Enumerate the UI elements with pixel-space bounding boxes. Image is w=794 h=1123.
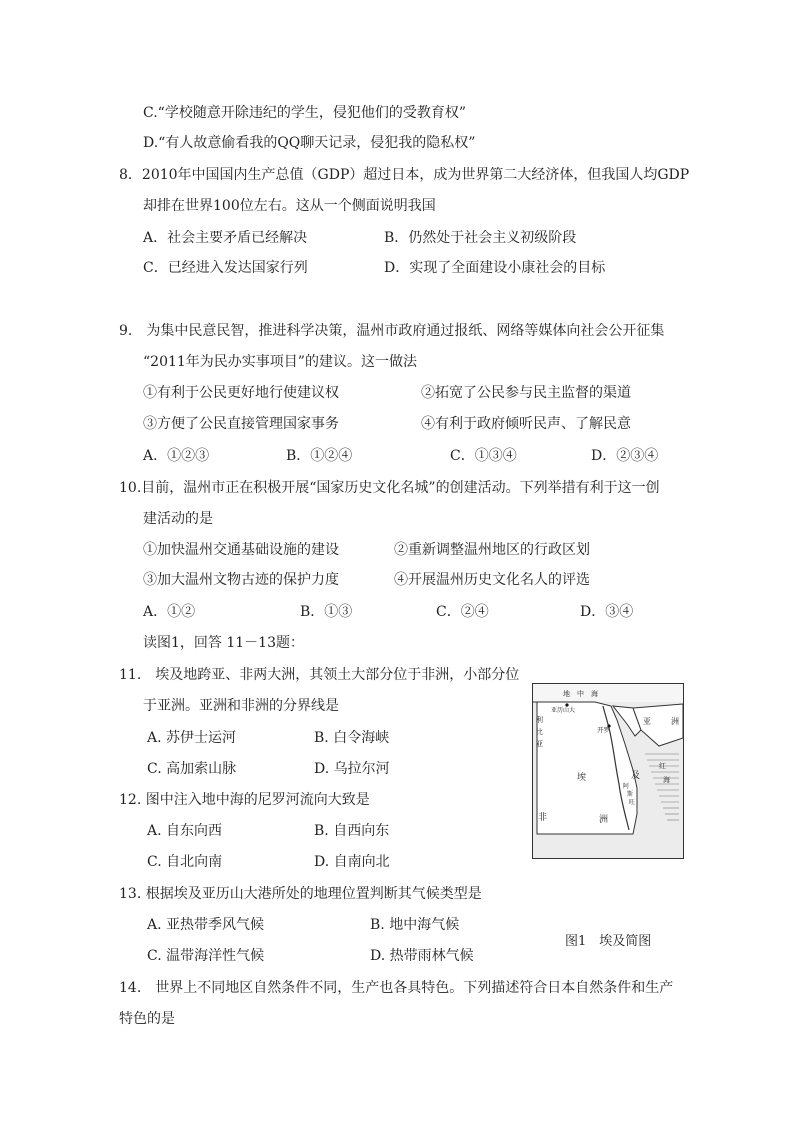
q10-stem-line2: 建活动的是 (143, 511, 213, 527)
egypt-map-svg (533, 684, 683, 858)
q12-option-b: B. 自西向东 (314, 823, 390, 839)
q9-stem-line2: “2011年为民办实事项目”的建议。这一做法 (143, 354, 417, 370)
q12-option-d: D. 自南向北 (314, 854, 390, 870)
q13-option-a: A. 亚热带季风气候 (147, 917, 265, 933)
q11-option-c: C. 高加索山脉 (147, 761, 237, 777)
q9-stem-line1: 9. 为集中民意民智，推进科学决策，温州市政府通过报纸、网络等媒体向社会公开征集 (119, 323, 665, 339)
q10-option-a: A．①② (143, 604, 196, 620)
egypt-label-1: 埃 (577, 773, 587, 783)
q9-item-1: ①有利于公民更好地行使建议权 (143, 385, 339, 401)
q10-option-b: B．①③ (300, 604, 353, 620)
q7-option-d: D.“有人故意偷看我的QQ聊天记录，侵犯我的隐私权” (143, 135, 476, 151)
map-caption: 图1 埃及简图 (565, 934, 652, 949)
aswan-label-3: 旺 (629, 799, 636, 806)
alexandria-label: 亚历山大 (551, 707, 576, 714)
q8-option-a: A．社会主要矛盾已经解决 (143, 230, 308, 246)
q8-stem-line1: 8．2010年中国国内生产总值（GDP）超过日本，成为世界第二大经济体，但我国人均GDP (119, 167, 690, 183)
q9-item-2: ②拓宽了公民参与民主监督的渠道 (421, 385, 631, 401)
q11-stem-line1: 11. 埃及地跨亚、非两大洲，其领土大部分位于非洲，小部分位 (119, 667, 520, 683)
q7-option-c: C.“学校随意开除违纪的学生，侵犯他们的受教育权” (143, 105, 466, 121)
q12-option-a: A. 自东向西 (147, 823, 223, 839)
q10-option-d: D．③④ (580, 604, 634, 620)
africa-label-a: 非 (538, 813, 548, 823)
mediterranean-sea (533, 684, 683, 702)
asia-label-a: 亚 (643, 717, 651, 726)
aswan-label-1: 阿 (623, 783, 630, 790)
q10-item-1: ①加快温州交通基础设施的建设 (143, 542, 339, 558)
libya-label-2: 比 (536, 728, 543, 736)
q10-option-c: C．②④ (436, 604, 489, 620)
q14-stem-line1: 14. 世界上不同地区自然条件不同，生产也各具特色。下列描述符合日本自然条件和生产 (119, 980, 674, 996)
q10-stem-line1: 10.目前，温州市正在积极开展“国家历史文化名城”的创建活动。下列举措有利于这一创 (119, 480, 660, 496)
q9-item-4: ④有利于政府倾听民声、了解民意 (421, 416, 631, 432)
q10-item-2: ②重新调整温州地区的行政区划 (394, 542, 590, 558)
libya-label-1: 利 (536, 716, 543, 724)
asia-label-b: 洲 (671, 717, 679, 726)
q10-item-4: ④开展温州历史文化名人的评选 (394, 572, 590, 588)
q11-option-a: A. 苏伊士运河 (147, 730, 237, 746)
egypt-label-2: 及 (631, 771, 641, 781)
q9-option-a: A．①②③ (143, 448, 210, 464)
q8-option-b: B．仍然处于社会主义初级阶段 (384, 230, 577, 246)
red-sea-label-2: 海 (663, 776, 670, 784)
q13-stem: 13. 根据埃及亚历山大港所处的地理位置判断其气候类型是 (119, 886, 482, 902)
q8-stem-line2: 却排在世界100位左右。这从一个侧面说明我国 (143, 198, 436, 214)
q12-option-c: C. 自北向南 (147, 854, 223, 870)
q14-stem-line2: 特色的是 (119, 1011, 175, 1027)
mediterranean-label: 地 中 海 (563, 690, 598, 698)
q13-option-c: C. 温带海洋性气候 (147, 948, 265, 964)
q9-option-c: C．①③④ (450, 448, 517, 464)
q9-item-3: ③方便了公民直接管理国家事务 (143, 416, 339, 432)
q13-option-d: D. 热带雨林气候 (370, 948, 474, 964)
aswan-label-2: 斯 (627, 791, 634, 798)
africa-label-b: 洲 (599, 815, 609, 825)
q8-option-d: D．实现了全面建设小康社会的目标 (384, 260, 606, 276)
egypt-map (532, 683, 684, 859)
q9-option-b: B．①②④ (286, 448, 353, 464)
q11-option-b: B. 白令海峡 (314, 730, 390, 746)
map-instruction: 读图1，回答 11－13题： (143, 635, 304, 651)
q9-option-d: D．②③④ (591, 448, 659, 464)
egypt-territory (537, 702, 637, 834)
q13-option-b: B. 地中海气候 (370, 917, 460, 933)
q8-option-c: C．已经进入发达国家行列 (143, 260, 308, 276)
q11-option-d: D. 乌拉尔河 (314, 761, 390, 777)
libya-label-3: 亚 (536, 740, 543, 748)
q10-item-3: ③加大温州文物古迹的保护力度 (143, 572, 339, 588)
red-sea-label-1: 红 (659, 762, 666, 770)
q11-stem-line2: 于亚洲。亚洲和非洲的分界线是 (143, 698, 339, 714)
q12-stem: 12. 图中注入地中海的尼罗河流向大致是 (119, 792, 370, 808)
cairo-label: 开罗 (597, 726, 610, 734)
